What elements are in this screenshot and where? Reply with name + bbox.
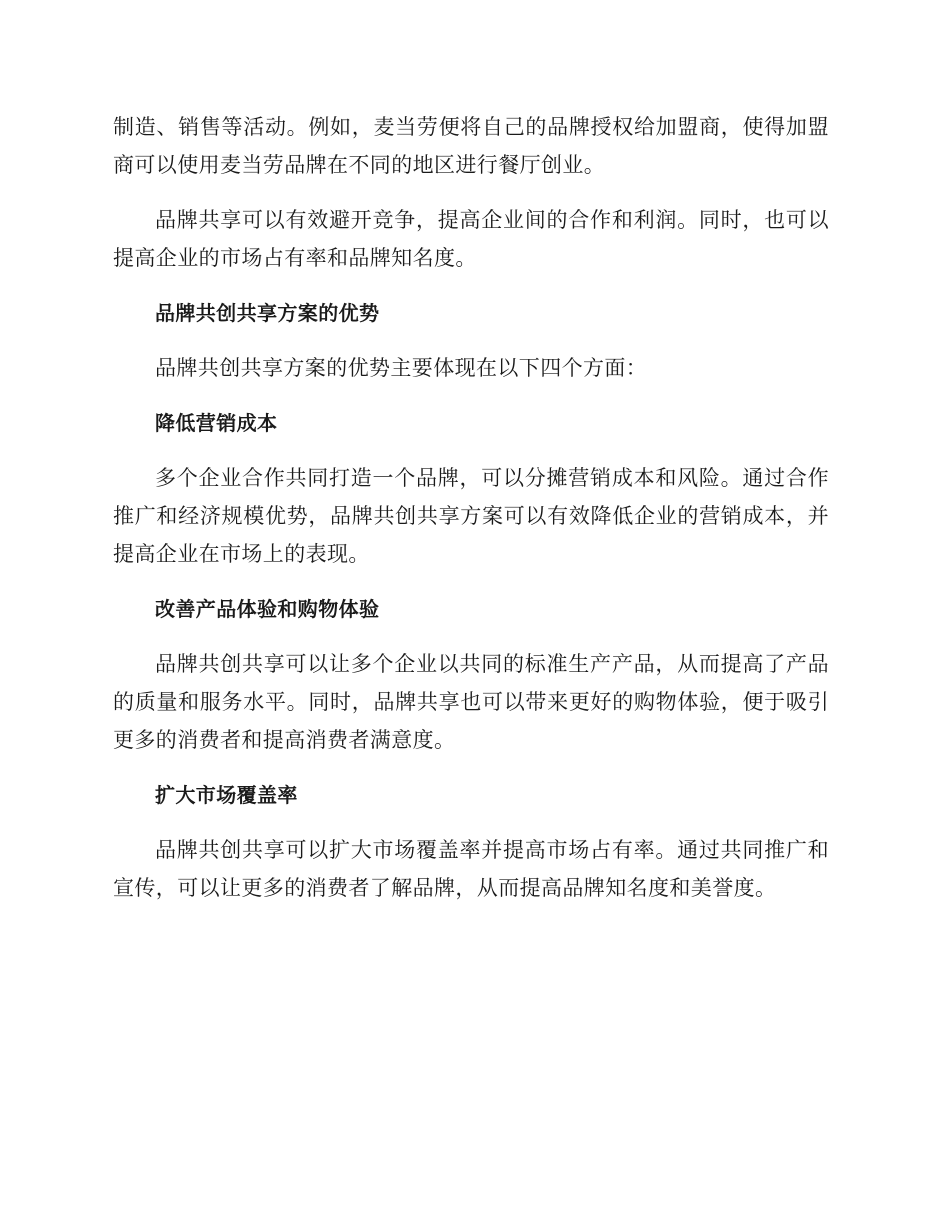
paragraph-expand-coverage: 品牌共创共享可以扩大市场覆盖率并提高市场占有率。通过共同推广和宣传，可以让更多的消费者了解品牌，从而提高品牌知名度和美誉度。 <box>113 838 829 900</box>
subheading-expand-coverage: 扩大市场覆盖率 <box>155 783 298 807</box>
section-heading-advantages: 品牌共创共享方案的优势 <box>155 301 380 325</box>
paragraph-brand-sharing-benefits: 品牌共享可以有效避开竞争，提高企业间的合作和利润。同时，也可以提高企业的市场占有率和品牌知名度。 <box>113 208 829 270</box>
document-body <box>113 108 829 924</box>
paragraph-advantages-intro: 品牌共创共享方案的优势主要体现在以下四个方面： <box>155 356 648 380</box>
subheading-reduce-marketing-cost: 降低营销成本 <box>155 411 278 435</box>
subheading-improve-experience: 改善产品体验和购物体验 <box>155 597 380 621</box>
paragraph-improve-experience: 品牌共创共享可以让多个企业以共同的标准生产产品，从而提高了产品的质量和服务水平。同时，品牌共享也可以带来更好的购物体验，便于吸引更多的消费者和提高消费者满意度。 <box>113 652 829 752</box>
paragraph-franchise-example: 制造、销售等活动。例如，麦当劳便将自己的品牌授权给加盟商，使得加盟商可以使用麦当劳品牌在不同的地区进行餐厅创业。 <box>113 115 829 177</box>
paragraph-reduce-marketing-cost: 多个企业合作共同打造一个品牌，可以分摊营销成本和风险。通过合作推广和经济规模优势，品牌共创共享方案可以有效降低企业的营销成本，并提高企业在市场上的表现。 <box>113 466 829 566</box>
